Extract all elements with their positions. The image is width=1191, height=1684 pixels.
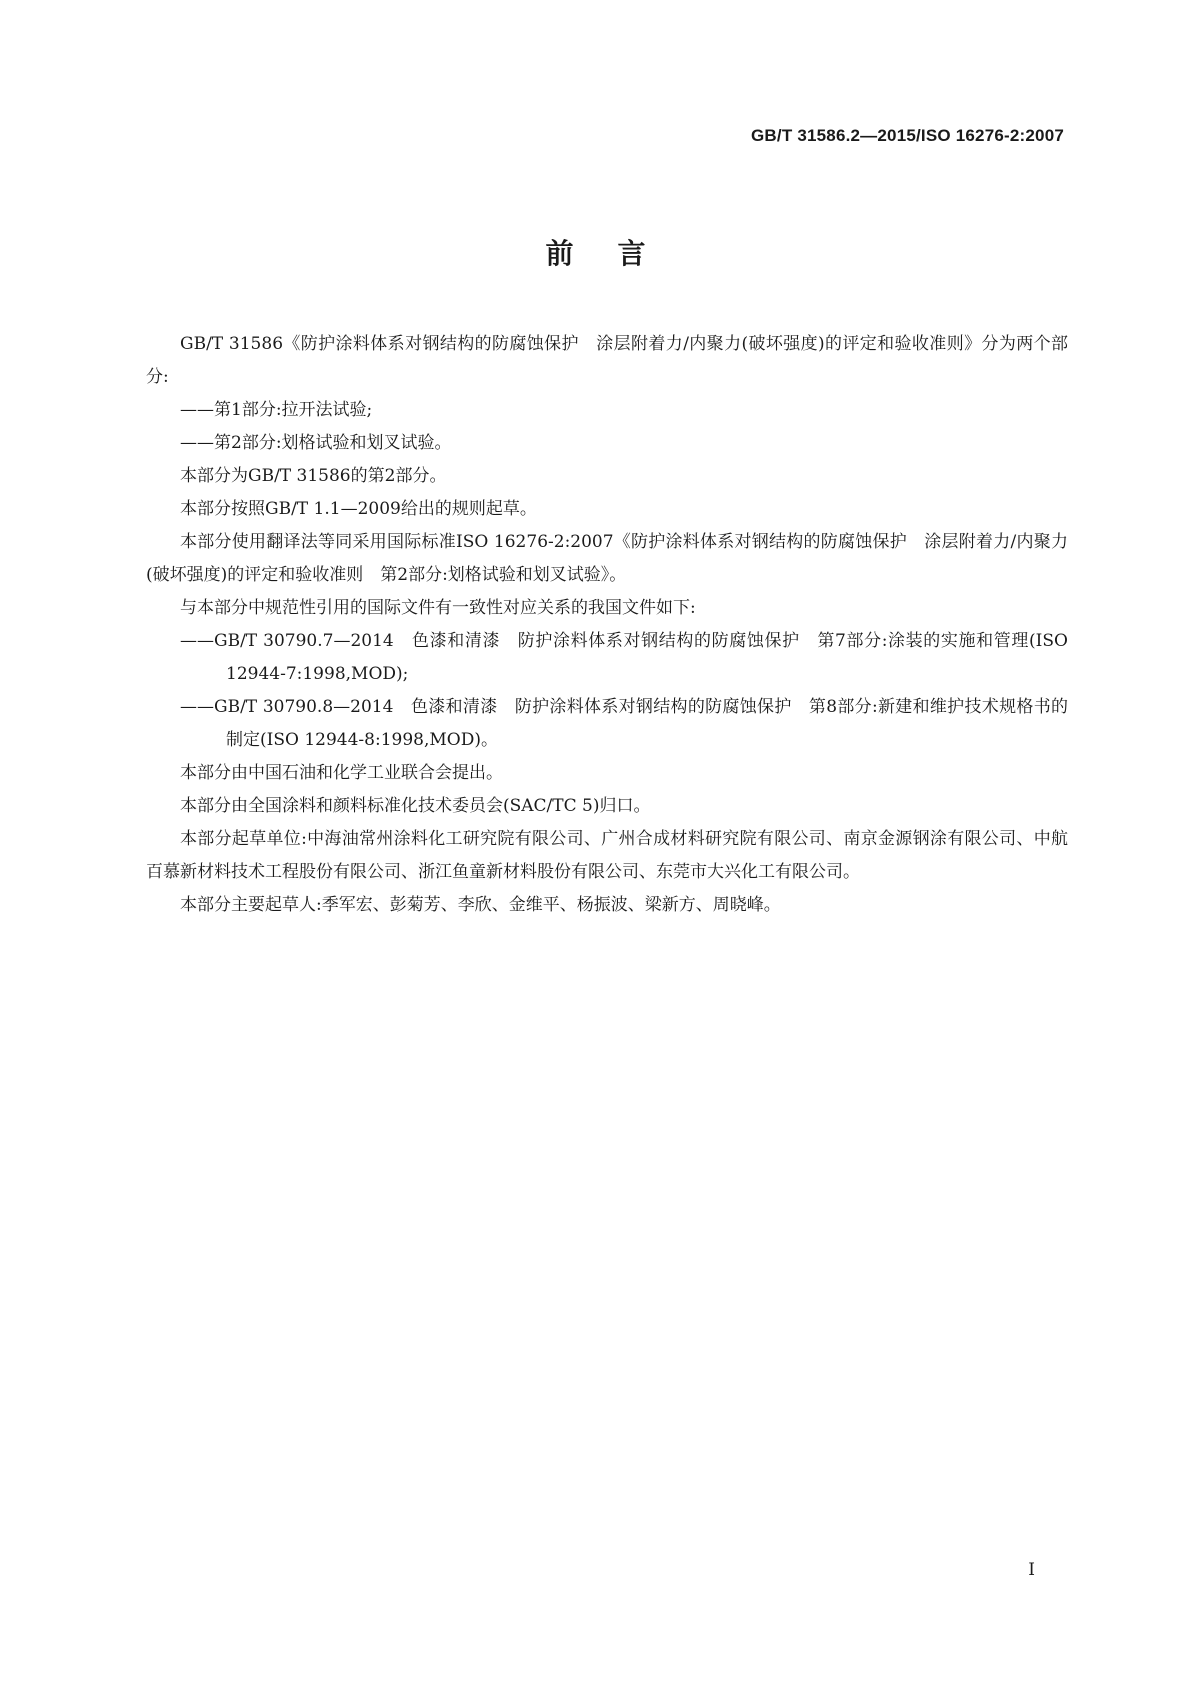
- paragraph-centralized-by: 本部分由全国涂料和颜料标准化技术委员会(SAC/TC 5)归口。: [180, 796, 651, 816]
- list-item-part1: ——第1部分:拉开法试验;: [180, 400, 373, 420]
- foreword-body: [146, 328, 1068, 922]
- paragraph-drafting-rules: 本部分按照GB/T 1.1—2009给出的规则起草。: [180, 499, 537, 519]
- standard-code-header: GB/T 31586.2—2015/ISO 16276-2:2007: [751, 126, 1064, 145]
- page-title: 前言: [545, 237, 690, 270]
- paragraph-adoption: 本部分使用翻译法等同采用国际标准ISO 16276-2:2007《防护涂料体系对钢结构的防腐蚀保护 涂层附着力/内聚力(破坏强度)的评定和验收准则 第2部分:划格试验和划叉试验》。: [146, 532, 1068, 585]
- paragraph-drafting-units: 本部分起草单位:中海油常州涂料化工研究院有限公司、广州合成材料研究院有限公司、南京金源钢涂有限公司、中航百慕新材料技术工程股份有限公司、浙江鱼童新材料股份有限公司、东莞市大兴化工有限公司。: [146, 829, 1068, 882]
- list-item-gbt-30790-8: ——GB/T 30790.8—2014 色漆和清漆 防护涂料体系对钢结构的防腐蚀保护 第8部分:新建和维护技术规格书的制定(ISO 12944-8:1998,MOD)。: [180, 697, 1068, 750]
- paragraph-intro: GB/T 31586《防护涂料体系对钢结构的防腐蚀保护 涂层附着力/内聚力(破坏强度)的评定和验收准则》分为两个部分:: [146, 334, 1068, 387]
- paragraph-part-of: 本部分为GB/T 31586的第2部分。: [180, 466, 447, 486]
- list-item-gbt-30790-7: ——GB/T 30790.7—2014 色漆和清漆 防护涂料体系对钢结构的防腐蚀保护 第7部分:涂装的实施和管理(ISO 12944-7:1998,MOD);: [180, 631, 1068, 684]
- list-item-part2: ——第2部分:划格试验和划叉试验。: [180, 433, 452, 453]
- paragraph-proposed-by: 本部分由中国石油和化学工业联合会提出。: [180, 763, 503, 783]
- paragraph-drafters: 本部分主要起草人:季军宏、彭菊芳、李欣、金维平、杨振波、梁新方、周晓峰。: [180, 895, 781, 915]
- page-number: I: [1028, 1560, 1035, 1580]
- paragraph-correspondence: 与本部分中规范性引用的国际文件有一致性对应关系的我国文件如下:: [180, 598, 696, 618]
